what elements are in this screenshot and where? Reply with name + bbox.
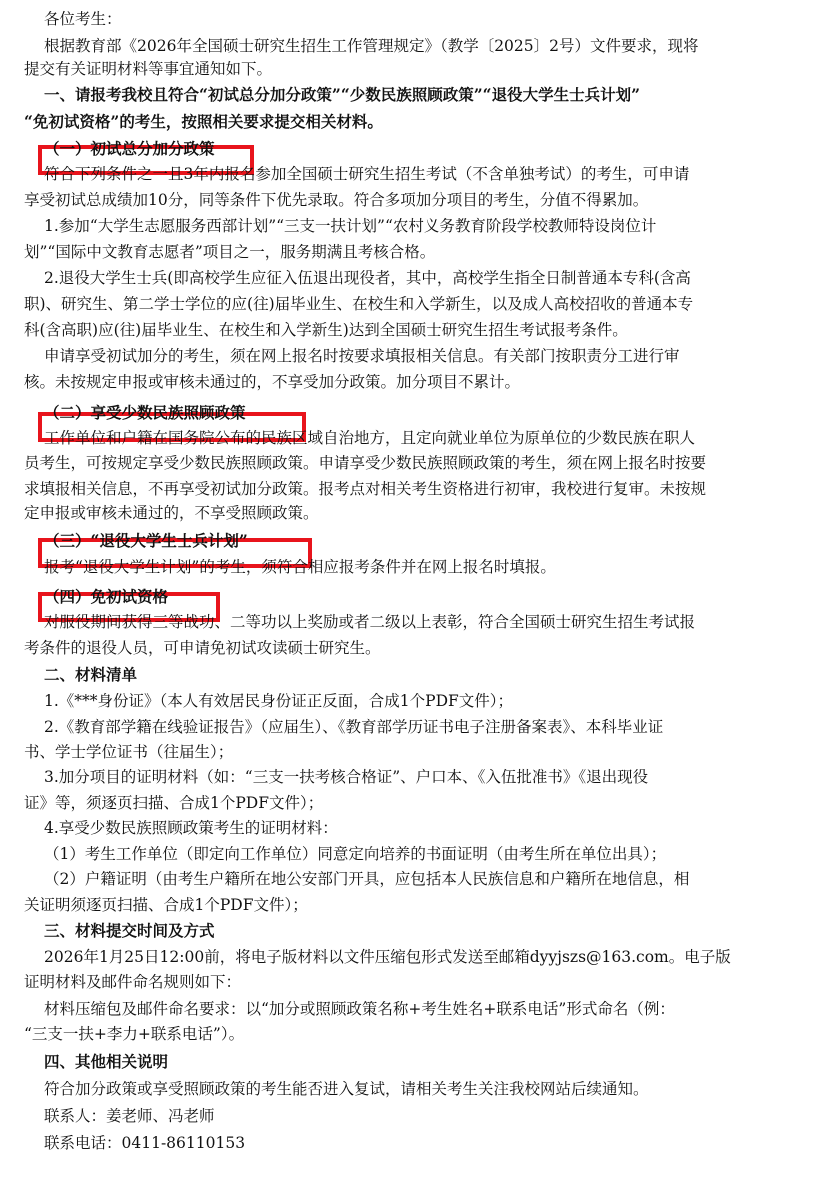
section-heading-line: 三、材料提交时间及方式 [44,921,215,940]
text-line: “三支一扶+李力+联系电话”）。 [24,1025,245,1043]
text-line: 符合下列条件之一且3年内报名参加全国硕士研究生招生考试（不含单独考试）的考生，可申请 [44,165,690,183]
text-line: 证》等，须逐页扫描、合成1个PDF文件）； [24,794,324,812]
text-line: 求填报相关信息，不再享受初试加分政策。报考点对相关考生资格进行初审，我校进行复审。未按规 [24,480,707,498]
section-heading-line: 四、其他相关说明 [44,1052,169,1071]
text-line: 1.《***身份证》（本人有效居民身份证正反面，合成1个PDF文件）； [44,692,514,710]
text-line: 提交有关证明材料等事宜通知如下。 [24,60,273,78]
text-line: （2）户籍证明（由考生户籍所在地公安部门开具，应包括本人民族信息和户籍所在地信息，相 [44,870,690,888]
text-line: 员考生，可按规定享受少数民族照顾政策。申请享受少数民族照顾政策的考生，须在网上报名时按要 [24,454,707,472]
text-line: 考条件的退役人员，可申请免初试攻读硕士研究生。 [24,639,381,657]
text-line: 证明材料及邮件命名规则如下： [24,973,242,991]
text-line: 联系人：姜老师、冯老师 [44,1107,215,1125]
text-line: 核。未按规定申报或审核未通过的，不享受加分政策。加分项目不累计。 [24,373,521,391]
text-line: 科(含高职)应(往)届毕业生、在校生和入学新生)达到全国硕士研究生招生考试报考条件。 [24,321,628,339]
text-line: 对服役期间获得三等战功、二等功以上奖励或者二级以上表彰，符合全国硕士研究生招生考试报 [44,613,696,631]
text-line: 书、学士学位证书（往届生）； [24,743,234,761]
section-heading-line: （三）“退役大学生士兵计划” [44,531,248,550]
text-line: 享受初试总成绩加10分，同等条件下优先录取。符合多项加分项目的考生，分值不得累加。 [24,191,649,209]
text-line: 1.参加“大学生志愿服务西部计划”“三支一扶计划”“农村义务教育阶段学校教师特设岗位计 [44,217,657,235]
text-line: 划”“国际中文教育志愿者”项目之一，服务期满且考核合格。 [24,243,436,261]
section-heading-line: “免初试资格”的考生，按照相关要求提交相关材料。 [24,112,383,131]
text-line: （1）考生工作单位（即定向工作单位）同意定向培养的书面证明（由考生所在单位出具）； [44,845,667,863]
text-line: 4.享受少数民族照顾政策考生的证明材料： [44,819,338,837]
text-line: 各位考生： [44,10,122,28]
text-line: 职)、研究生、第二学士学位的应(往)届毕业生、在校生和入学新生，以及成人高校招收的普通本专 [24,295,694,313]
section-heading-line: （二）享受少数民族照顾政策 [44,403,246,422]
text-line: 2026年1月25日12:00前，将电子版材料以文件压缩包形式发送至邮箱dyyjszs@163.com。电子版 [44,948,731,966]
text-line: 报考“退役大学生计划”的考生，须符合相应报考条件并在网上报名时填报。 [44,558,556,576]
text-line: 定申报或审核未通过的，不享受照顾政策。 [24,504,319,522]
text-line: 2.退役大学生士兵(即高校学生应征入伍退出现役者，其中，高校学生指全日制普通本专科(含高 [44,269,691,287]
text-line: 关证明须逐页扫描、合成1个PDF文件）； [24,896,308,914]
text-line: 材料压缩包及邮件命名要求：以“加分或照顾政策名称+考生姓名+联系电话”形式命名（例： [44,1000,675,1018]
section-heading-line: 一、请报考我校且符合“初试总分加分政策”“少数民族照顾政策”“退役大学生士兵计划” [44,85,640,104]
text-line: 2.《教育部学籍在线验证报告》（应届生）、《教育部学历证书电子注册备案表》、本科毕业证 [44,718,664,736]
text-line: 申请享受初试加分的考生，须在网上报名时按要求填报相关信息。有关部门按职责分工进行审 [44,347,680,365]
section-heading-line: 二、材料清单 [44,665,138,684]
section-heading-line: （一）初试总分加分政策 [44,139,215,158]
text-line: 符合加分政策或享受照顾政策的考生能否进入复试，请相关考生关注我校网站后续通知。 [44,1080,649,1098]
text-line: 工作单位和户籍在国务院公布的民族区域自治地方，且定向就业单位为原单位的少数民族在职人 [44,429,696,447]
text-line: 根据教育部《2026年全国硕士研究生招生工作管理规定》（教学〔2025〕2号）文件要求，现将 [44,37,699,55]
section-heading-line: （四）免初试资格 [44,587,169,606]
text-line: 联系电话：0411-86110153 [44,1134,246,1152]
text-line: 3.加分项目的证明材料（如：“三支一扶考核合格证”、户口本、《入伍批准书》《退出现役 [44,768,649,786]
